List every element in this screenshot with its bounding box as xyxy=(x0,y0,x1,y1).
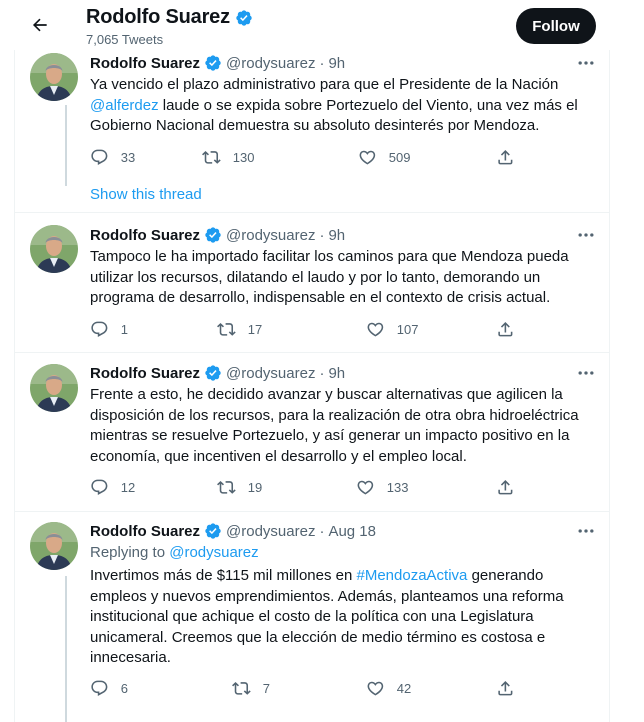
tweet-header xyxy=(90,363,345,383)
share-button[interactable] xyxy=(496,677,515,699)
retweet-button[interactable] xyxy=(232,677,270,699)
retweet-count: 19 xyxy=(247,479,263,495)
mention-link[interactable]: @alferdez xyxy=(90,96,159,114)
like-count: 42 xyxy=(396,680,412,696)
retweet-icon xyxy=(232,679,251,698)
retweet-count: 130 xyxy=(232,149,255,165)
show-this-thread-link[interactable]: Show this thread xyxy=(90,186,202,203)
author-handle[interactable]: @rodysuarez xyxy=(226,364,316,382)
thread-connector xyxy=(65,576,67,722)
verified-badge-icon xyxy=(204,364,222,382)
like-button[interactable] xyxy=(366,677,411,699)
profile-name: Rodolfo Suarez xyxy=(86,6,230,28)
replying-to-handle[interactable]: @rodysuarez xyxy=(169,544,259,561)
reply-button[interactable] xyxy=(90,677,128,699)
verified-badge-icon xyxy=(204,522,222,540)
author-handle[interactable]: @rodysuarez xyxy=(226,522,316,540)
tweet-text-part: generando empleos y nuevos emprendimientos. Además, planteamos una reforma institucional que achique el costo de la política con una Legislatura unicameral. Creemos que la elección de medio término es costosa e innecesaria. xyxy=(90,567,564,666)
replying-to xyxy=(90,544,259,561)
retweet-button[interactable] xyxy=(217,318,262,340)
avatar[interactable] xyxy=(30,522,78,570)
tweet-text-part: laude o se expida sobre Portezuelo del Viento, una vez más el Gobierno Nacional demuestra su absoluto desinterés por Mendoza. xyxy=(90,96,578,134)
profile-header xyxy=(0,0,644,50)
heart-icon xyxy=(366,320,385,339)
tweet-1[interactable] xyxy=(14,50,610,186)
tweet-text: Frente a esto, he decidido avanzar y buscar alternativas que agilicen la disposición de los recursos, para la realización de otra obra hidroeléctrica mientras se resuelve Portezuelo, y así generar un impacto positivo en la economía, que incentiven el desarrollo y el empleo local. xyxy=(90,386,579,465)
share-button[interactable] xyxy=(496,476,515,498)
reply-icon xyxy=(90,148,109,167)
retweet-button[interactable] xyxy=(202,146,254,168)
reply-count: 1 xyxy=(120,321,128,337)
reply-icon xyxy=(90,320,109,339)
retweet-icon xyxy=(217,320,236,339)
retweet-button[interactable] xyxy=(217,476,262,498)
tweet-text-part: Invertimos más de $115 mil millones en xyxy=(90,567,357,584)
share-icon xyxy=(496,148,515,167)
heart-icon xyxy=(356,478,375,497)
avatar[interactable] xyxy=(30,364,78,412)
share-button[interactable] xyxy=(496,318,515,340)
tweet-text xyxy=(90,75,590,137)
tweet-timestamp[interactable]: 9h xyxy=(328,364,346,382)
tweet-text-part: Ya vencido el plazo administrativo para que el Presidente de la Nación xyxy=(90,76,559,93)
tweet-timestamp[interactable]: 9h xyxy=(328,226,346,244)
avatar[interactable] xyxy=(30,53,78,101)
tweet-header xyxy=(90,521,376,541)
author-handle[interactable]: @rodysuarez xyxy=(226,226,316,244)
reply-icon xyxy=(90,478,109,497)
author-name[interactable]: Rodolfo Suarez xyxy=(90,226,201,244)
reply-button[interactable] xyxy=(90,318,128,340)
more-options-icon[interactable] xyxy=(574,53,598,73)
retweet-count: 17 xyxy=(247,321,263,337)
like-button[interactable] xyxy=(366,318,418,340)
more-options-icon[interactable] xyxy=(574,225,598,245)
tweet-4[interactable] xyxy=(14,512,610,722)
tweet-actions xyxy=(90,677,530,699)
tweet-header xyxy=(90,53,345,73)
reply-icon xyxy=(90,679,109,698)
tweet-text: Tampoco le ha importado facilitar los caminos para que Mendoza pueda utilizar los recursos, dilatando el laudo y por lo tanto, demorando un programa de desarrollo, indispensable en el contexto de crisis actual. xyxy=(90,248,569,306)
like-button[interactable] xyxy=(356,476,408,498)
tweet-count: 7,065 Tweets xyxy=(86,32,164,47)
reply-button[interactable] xyxy=(90,146,135,168)
tweet-timestamp[interactable]: 9h xyxy=(328,54,346,72)
author-name[interactable]: Rodolfo Suarez xyxy=(90,54,201,72)
tweet-2[interactable] xyxy=(14,213,610,352)
heart-icon xyxy=(358,148,377,167)
like-count: 107 xyxy=(396,321,419,337)
tweet-actions xyxy=(90,476,530,498)
profile-name-row xyxy=(86,6,253,29)
tweet-text xyxy=(90,566,590,669)
separator-dot: · xyxy=(319,522,325,540)
like-button[interactable] xyxy=(358,146,410,168)
tweet-header xyxy=(90,225,345,245)
author-name[interactable]: Rodolfo Suarez xyxy=(90,364,201,382)
reply-count: 12 xyxy=(120,479,136,495)
like-count: 509 xyxy=(388,149,411,165)
tweet-actions xyxy=(90,146,530,168)
share-icon xyxy=(496,679,515,698)
retweet-count: 7 xyxy=(262,680,270,696)
retweet-icon xyxy=(202,148,221,167)
share-button[interactable] xyxy=(496,146,515,168)
share-icon xyxy=(496,320,515,339)
tweet-actions xyxy=(90,318,530,340)
verified-badge-icon xyxy=(235,9,253,27)
author-name[interactable]: Rodolfo Suarez xyxy=(90,522,201,540)
more-options-icon[interactable] xyxy=(574,521,598,541)
separator-dot: · xyxy=(319,226,325,244)
reply-count: 6 xyxy=(120,680,128,696)
share-icon xyxy=(496,478,515,497)
thread-connector xyxy=(65,105,67,186)
tweet-timestamp[interactable]: Aug 18 xyxy=(328,522,376,540)
avatar[interactable] xyxy=(30,225,78,273)
back-arrow-icon[interactable] xyxy=(28,13,52,37)
tweet-3[interactable] xyxy=(14,353,610,511)
hashtag-link[interactable]: #MendozaActiva xyxy=(356,567,468,584)
more-options-icon[interactable] xyxy=(574,363,598,383)
follow-button[interactable]: Follow xyxy=(516,8,596,44)
verified-badge-icon xyxy=(204,54,222,72)
like-count: 133 xyxy=(386,479,409,495)
heart-icon xyxy=(366,679,385,698)
retweet-icon xyxy=(217,478,236,497)
reply-button[interactable] xyxy=(90,476,135,498)
verified-badge-icon xyxy=(204,226,222,244)
separator-dot: · xyxy=(319,54,325,72)
separator-dot: · xyxy=(319,364,325,382)
replying-to-label: Replying to xyxy=(90,544,170,561)
reply-count: 33 xyxy=(120,149,136,165)
author-handle[interactable]: @rodysuarez xyxy=(226,54,316,72)
